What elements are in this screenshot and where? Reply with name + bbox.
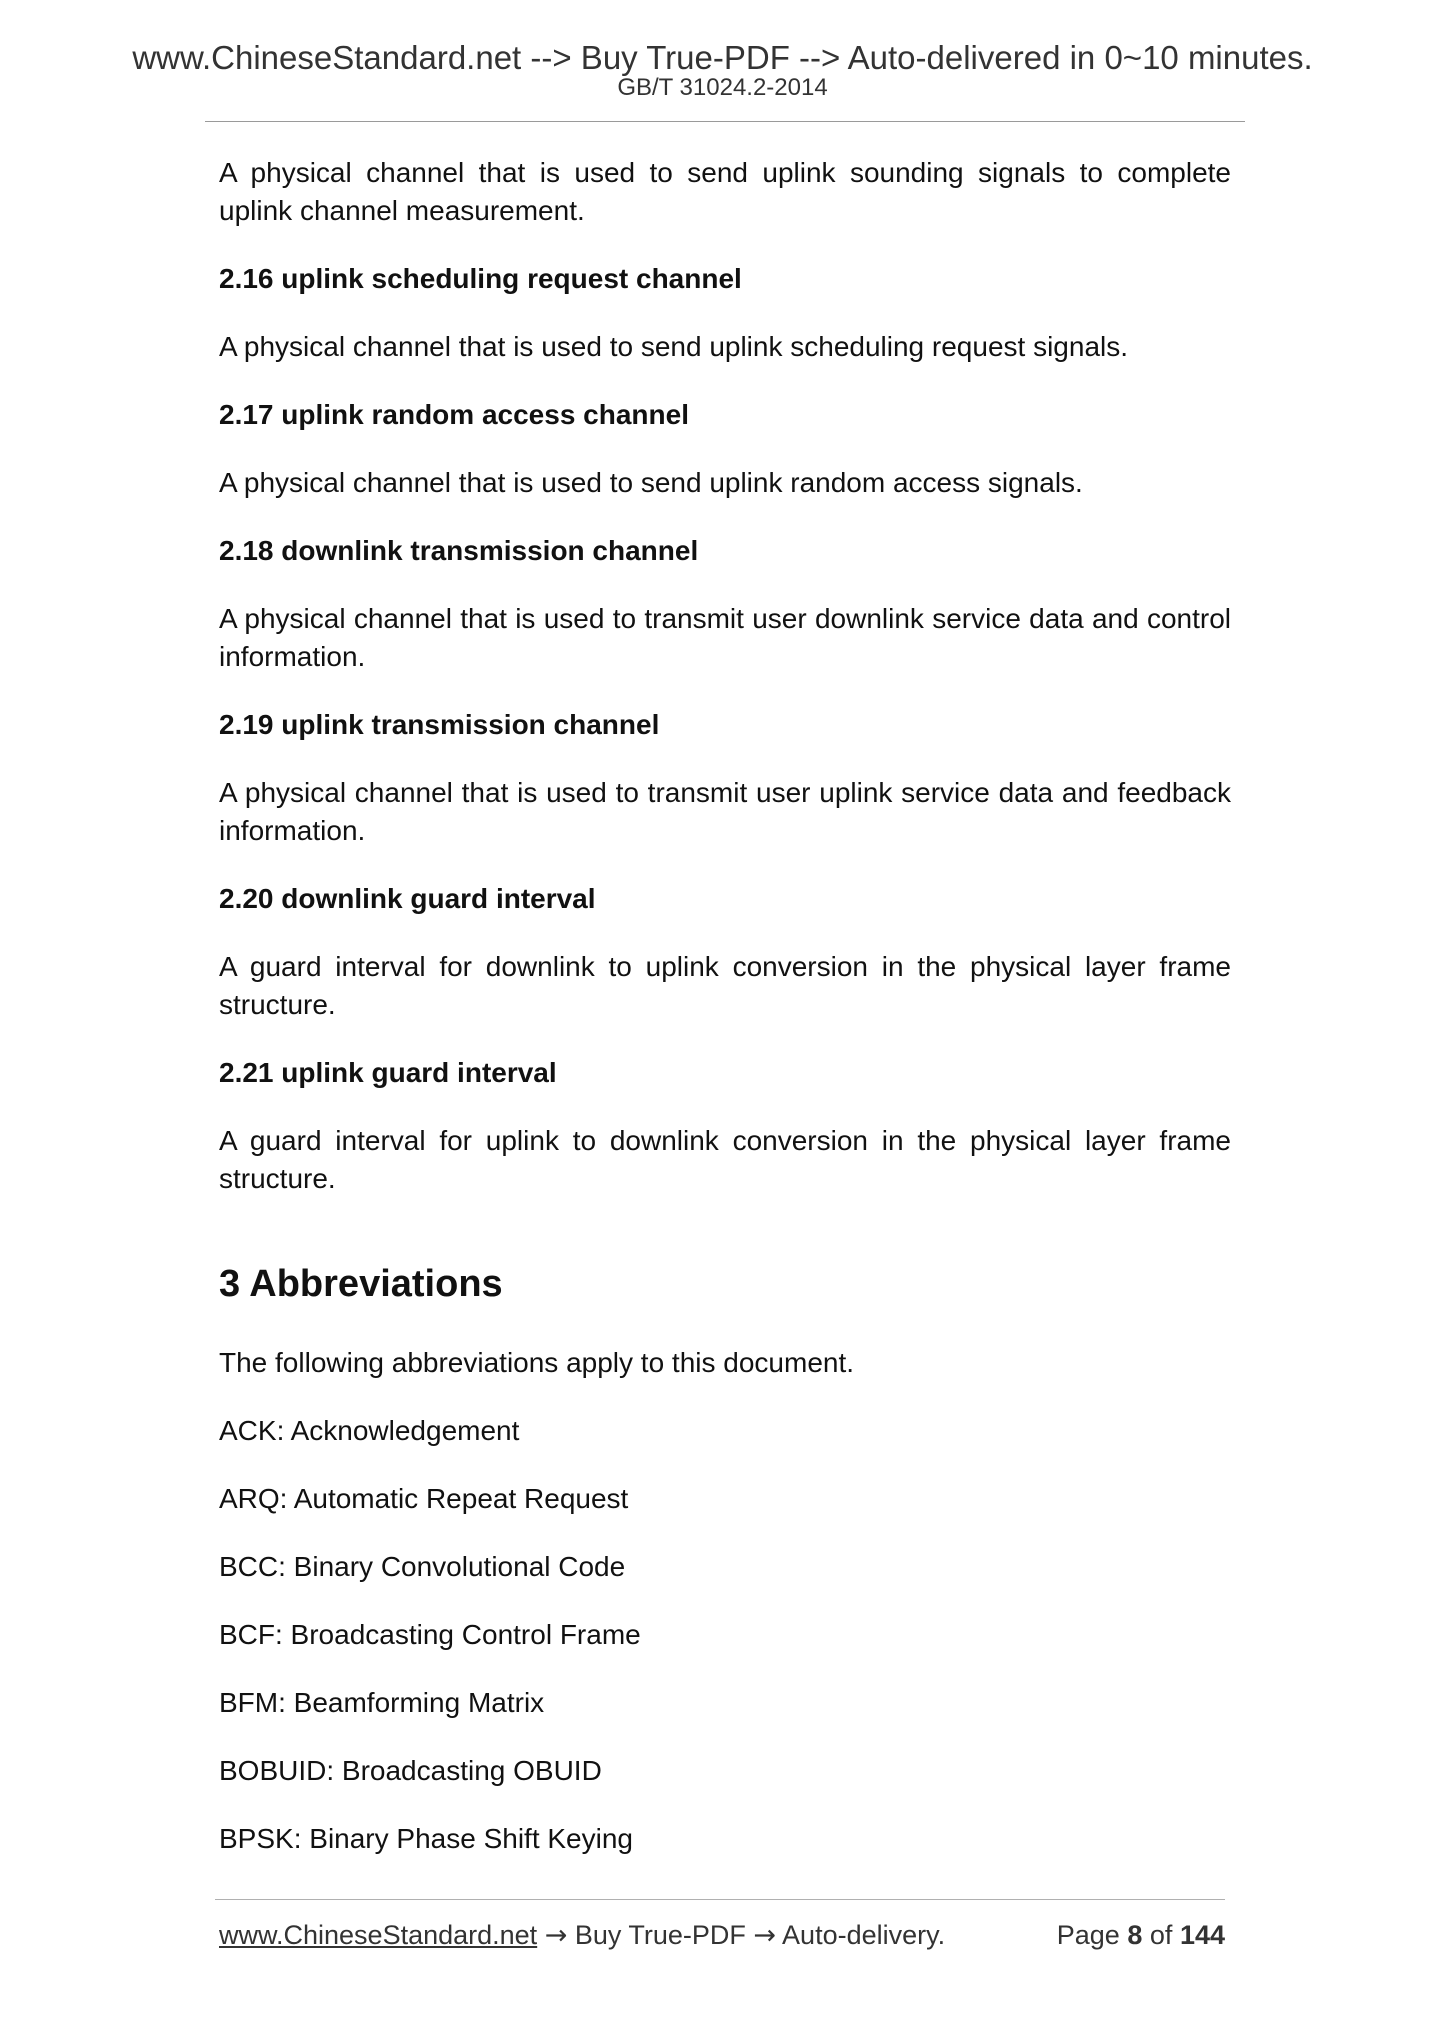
abbreviation-item: BCC: Binary Convolutional Code [219,1551,626,1582]
term-heading: 2.18 downlink transmission channel [219,535,699,566]
site-banner: www.ChineseStandard.net --> Buy True-PDF --> Auto-delivered in 0~10 minutes. [132,39,1313,76]
delivery-text: Auto-delivery. [782,1920,946,1950]
buy-text: Buy True-PDF [574,1920,746,1950]
term-heading: 2.16 uplink scheduling request channel [219,263,742,294]
term-heading: 2.17 uplink random access channel [219,399,689,430]
term-definition: A guard interval for uplink to downlink conversion in the physical layer frame structure. [219,1125,1231,1194]
intro-paragraph: A physical channel that is used to send uplink sounding signals to complete uplink channel measurement. [219,157,1231,226]
section-intro: The following abbreviations apply to this document. [219,1347,855,1378]
abbreviation-item: ACK: Acknowledgement [219,1415,520,1446]
page-indicator [1057,1918,1225,1952]
abbreviation-item: BPSK: Binary Phase Shift Keying [219,1823,633,1854]
term-heading: 2.19 uplink transmission channel [219,709,660,740]
footer-divider [215,1899,1225,1900]
term-definition: A physical channel that is used to send uplink scheduling request signals. [219,331,1129,362]
abbreviation-item: BOBUID: Broadcasting OBUID [219,1755,602,1786]
arrow-right-icon: → [753,1920,777,1951]
term-definition: A physical channel that is used to transmit user downlink service data and control information. [219,603,1231,672]
abbreviation-item: BCF: Broadcasting Control Frame [219,1619,641,1650]
page-number: 8 [1127,1920,1143,1950]
term-definition: A physical channel that is used to send uplink random access signals. [219,467,1083,498]
page-footer [219,1918,1225,1952]
total-pages: 144 [1179,1920,1225,1950]
of-label: of [1149,1920,1173,1950]
footer-promo [219,1918,945,1953]
term-heading: 2.21 uplink guard interval [219,1057,557,1088]
term-heading: 2.20 downlink guard interval [219,883,596,914]
section-title: 3 Abbreviations [219,1263,503,1305]
standard-code: GB/T 31024.2-2014 [617,74,828,101]
header-divider [205,121,1245,122]
arrow-right-icon: → [544,1920,568,1951]
term-definition: A guard interval for downlink to uplink conversion in the physical layer frame structure. [219,951,1231,1020]
site-link[interactable]: www.ChineseStandard.net [219,1920,538,1950]
abbreviation-item: ARQ: Automatic Repeat Request [219,1483,629,1514]
page-label: Page [1056,1920,1120,1950]
term-definition: A physical channel that is used to transmit user uplink service data and feedback information. [219,777,1231,846]
page-content [219,154,1231,1888]
abbreviation-item: BFM: Beamforming Matrix [219,1687,545,1718]
